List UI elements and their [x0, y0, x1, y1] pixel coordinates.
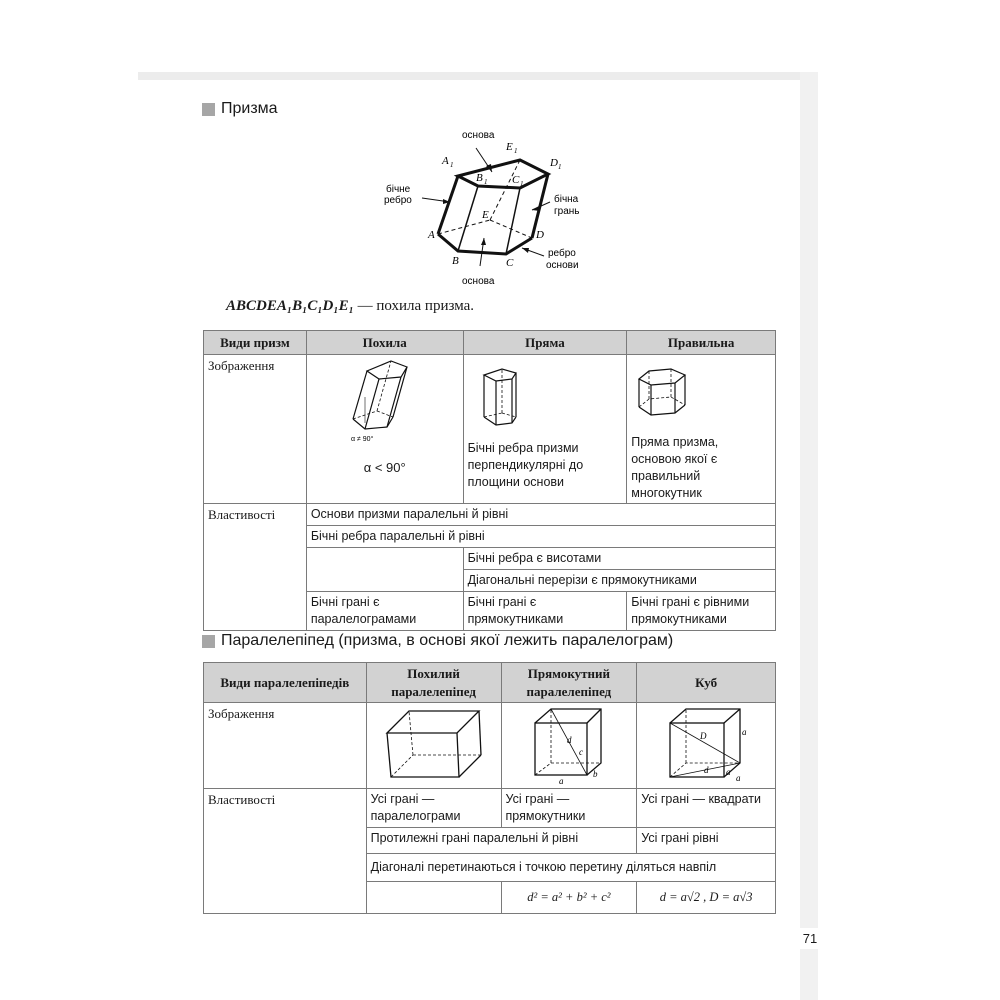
- vertex-C1-sub: 1: [520, 180, 524, 188]
- regular-prism-image: [631, 365, 695, 425]
- prop-regular-faces: Бічні грані є рівними прямокутниками: [627, 592, 776, 631]
- prop-diagonal-sections: Діагональні перерізи є прямокутниками: [463, 570, 775, 592]
- rect-label-b: b: [592, 769, 598, 780]
- prop-diagonals: Діагоналі перетинаються і точкою перетину діляться навпіл: [366, 853, 775, 881]
- prop-cube-equal: Усі грані рівні: [637, 827, 776, 853]
- rect-label-c: c: [578, 747, 583, 758]
- vertex-B1-sub: 1: [484, 178, 488, 186]
- vertex-A1: A: [442, 155, 449, 167]
- header-right: Пряма: [463, 331, 627, 355]
- right-prism-image: [468, 367, 528, 431]
- section-square-icon: [202, 635, 215, 648]
- row-label-props: Властивості: [204, 504, 307, 631]
- prop-rect-par-faces: Усі грані — прямокутники: [501, 789, 637, 828]
- rect-parallelepiped-cell: [501, 703, 637, 789]
- header-parallelepiped-types: Види паралелепіпедів: [204, 663, 367, 703]
- cube-cell: [637, 703, 776, 789]
- vertex-E1: E: [506, 141, 513, 153]
- vertex-A1-sub: 1: [450, 161, 454, 169]
- vertex-B: B: [452, 255, 459, 267]
- vertex-E1-sub: 1: [514, 147, 518, 155]
- row-label-image-2: Зображення: [204, 703, 367, 789]
- cube-label-a3: a: [736, 773, 741, 784]
- header-prism-types: Види призм: [204, 331, 307, 355]
- prism-section-title: [202, 100, 278, 118]
- label-rebro-osnovy-2: основи: [546, 260, 579, 271]
- oblique-prism-cell: [306, 355, 463, 504]
- cube-label-a2: a: [726, 767, 731, 778]
- prop-oblique-faces: Бічні грані є паралелограмами: [306, 592, 463, 631]
- label-osnova-bottom: основа: [462, 276, 495, 287]
- page-number: 71: [798, 928, 822, 949]
- header-rect-parallelepiped: Прямокутний паралелепіпед: [501, 663, 637, 703]
- vertex-A: A: [428, 229, 435, 241]
- prop-opposite-faces: Протилежні грані паралельні й рівні: [366, 827, 637, 853]
- empty-formula-cell: [366, 881, 501, 913]
- cube-label-d: d: [704, 765, 709, 776]
- caption-formula: ABCDEA₁B₁C₁D₁E₁: [226, 298, 354, 314]
- parallelepiped-types-table: [203, 662, 776, 914]
- prop-cube-faces: Усі грані — квадрати: [637, 789, 776, 828]
- rect-label-d: d: [566, 735, 572, 746]
- prism-title-text: Призма: [221, 100, 278, 117]
- top-rule: [138, 72, 803, 80]
- label-osnova-top: основа: [462, 130, 495, 141]
- empty-cell: [306, 548, 463, 592]
- header-oblique: Похила: [306, 331, 463, 355]
- label-bichne: бічне: [386, 184, 411, 195]
- row-label-image: Зображення: [204, 355, 307, 504]
- rect-parallelepiped-image: [529, 705, 609, 785]
- prop-edges-parallel: Бічні ребра паралельні й рівні: [306, 526, 775, 548]
- right-prism-cell: [463, 355, 627, 504]
- row-label-props-2: Властивості: [204, 789, 367, 914]
- header-cube: Куб: [637, 663, 776, 703]
- section-square-icon: [202, 103, 215, 116]
- prop-edges-heights: Бічні ребра є висотами: [463, 548, 775, 570]
- label-gran: грань: [554, 206, 580, 217]
- vertex-D1: D: [550, 157, 558, 169]
- regular-prism-desc: Пряма призма, основою якої є правильний многокутник: [631, 434, 719, 500]
- formula-cube: d = a√2 , D = a√3: [637, 881, 776, 913]
- parallelepiped-title-text: Паралелепіпед (призма, в основі якої лежить паралелограм): [221, 632, 674, 649]
- vertex-D: D: [536, 229, 544, 241]
- oblique-parallelepiped-cell: [366, 703, 501, 789]
- label-rebro: ребро: [384, 195, 412, 206]
- formula-rect: d² = a² + b² + c²: [501, 881, 637, 913]
- prism-caption: [226, 298, 474, 315]
- vertex-C1: C: [512, 174, 520, 186]
- label-rebro-osnovy-1: ребро: [548, 248, 576, 259]
- prop-right-faces: Бічні грані є прямокутниками: [463, 592, 627, 631]
- prop-bases-parallel: Основи призми паралельні й рівні: [306, 504, 775, 526]
- vertex-C: C: [506, 257, 514, 269]
- prop-oblique-par-faces: Усі грані — паралелограми: [366, 789, 501, 828]
- rect-label-a: a: [558, 776, 564, 786]
- parallelepiped-section-title: [202, 632, 673, 650]
- oblique-parallelepiped-image: [379, 705, 489, 781]
- cube-image: [664, 705, 748, 785]
- cube-label-a1: a: [742, 727, 747, 738]
- vertex-D1-sub: 1: [558, 163, 562, 171]
- header-regular: Правильна: [627, 331, 776, 355]
- prism-types-table: [203, 330, 776, 631]
- oblique-prism-diagram: [380, 126, 600, 294]
- oblique-prism-image: [345, 357, 425, 445]
- side-strip: [800, 72, 818, 1000]
- oblique-angle-label: α < 90°: [363, 460, 406, 475]
- regular-prism-cell: [627, 355, 776, 504]
- oblique-angle-small: α ≠ 90°: [350, 436, 374, 443]
- right-prism-desc: Бічні ребра призми перпендикулярні до площини основи: [467, 440, 584, 489]
- cube-label-D: D: [700, 731, 707, 742]
- caption-text: — похила призма.: [353, 298, 474, 314]
- vertex-B1: B: [476, 172, 483, 184]
- vertex-E: E: [482, 209, 489, 221]
- header-oblique-parallelepiped: Похилий паралелепіпед: [366, 663, 501, 703]
- label-bichna: бічна: [554, 194, 579, 205]
